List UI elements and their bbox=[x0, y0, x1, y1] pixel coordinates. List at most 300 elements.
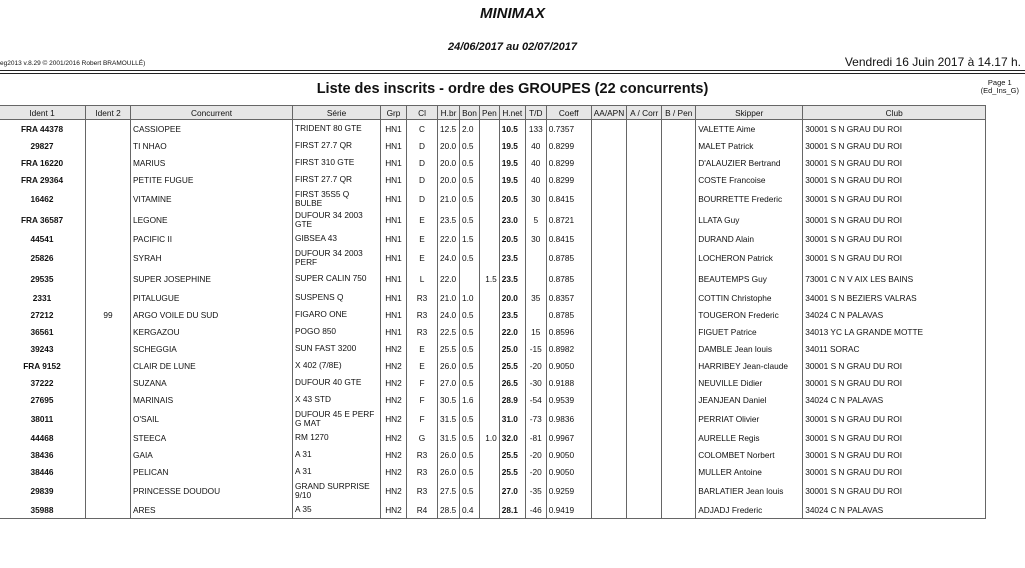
cell-td: -81 bbox=[525, 429, 546, 446]
cell-acorr bbox=[627, 137, 662, 154]
column-header-coeff: Coeff bbox=[546, 106, 591, 120]
cell-grp: HN1 bbox=[381, 137, 407, 154]
cell-skipper: VALETTE Aime bbox=[696, 120, 803, 138]
cell-club: 30001 S N GRAU DU ROI bbox=[803, 209, 986, 230]
cell-coeff: 0.8785 bbox=[546, 247, 591, 268]
cell-grp: HN1 bbox=[381, 171, 407, 188]
cell-serie: FIRST 27.7 QR bbox=[293, 137, 381, 154]
cell-pen bbox=[480, 323, 500, 340]
cell-serie: RM 1270 bbox=[293, 429, 381, 446]
column-header-skipper: Skipper bbox=[696, 106, 803, 120]
column-header-ident1: Ident 1 bbox=[0, 106, 86, 120]
cell-ident2 bbox=[86, 247, 131, 268]
cell-hbr: 20.0 bbox=[438, 154, 460, 171]
cell-ident1: FRA 36587 bbox=[0, 209, 86, 230]
cell-ident2 bbox=[86, 374, 131, 391]
cell-aaapn bbox=[591, 408, 626, 429]
cell-pen: 1.0 bbox=[480, 429, 500, 446]
cell-hnet: 23.5 bbox=[499, 247, 525, 268]
table-row bbox=[0, 501, 986, 519]
cell-acorr bbox=[627, 323, 662, 340]
cell-bpen bbox=[662, 408, 696, 429]
cell-ident1: 29839 bbox=[0, 480, 86, 501]
cell-coeff: 0.8721 bbox=[546, 209, 591, 230]
cell-ident1: 44468 bbox=[0, 429, 86, 446]
cell-club: 30001 S N GRAU DU ROI bbox=[803, 429, 986, 446]
cell-bon: 0.5 bbox=[460, 429, 480, 446]
cell-grp: HN2 bbox=[381, 391, 407, 408]
cell-serie: FIGARO ONE bbox=[293, 306, 381, 323]
page-number: Page 1 bbox=[987, 78, 1012, 87]
cell-cl: D bbox=[407, 188, 438, 209]
cell-bpen bbox=[662, 374, 696, 391]
cell-hnet: 19.5 bbox=[499, 154, 525, 171]
cell-bon: 0.4 bbox=[460, 501, 480, 519]
cell-coeff: 0.8299 bbox=[546, 171, 591, 188]
cell-bpen bbox=[662, 137, 696, 154]
cell-pen bbox=[480, 188, 500, 209]
table-row bbox=[0, 209, 986, 230]
cell-skipper: AURELLE Regis bbox=[696, 429, 803, 446]
column-header-aaapn: AA/APN bbox=[591, 106, 626, 120]
cell-ident2 bbox=[86, 268, 131, 289]
cell-skipper: LOCHERON Patrick bbox=[696, 247, 803, 268]
cell-hbr: 26.0 bbox=[438, 357, 460, 374]
cell-hbr: 22.0 bbox=[438, 268, 460, 289]
cell-concurrent: PRINCESSE DOUDOU bbox=[131, 480, 293, 501]
table-row bbox=[0, 429, 986, 446]
cell-hnet: 20.5 bbox=[499, 230, 525, 247]
cell-skipper: ADJADJ Frederic bbox=[696, 501, 803, 519]
cell-hnet: 23.0 bbox=[499, 209, 525, 230]
cell-skipper: MALET Patrick bbox=[696, 137, 803, 154]
cell-serie: TRIDENT 80 GTE bbox=[293, 120, 381, 138]
cell-club: 73001 C N V AIX LES BAINS bbox=[803, 268, 986, 289]
cell-acorr bbox=[627, 463, 662, 480]
cell-hbr: 22.5 bbox=[438, 323, 460, 340]
cell-td: -20 bbox=[525, 463, 546, 480]
cell-bpen bbox=[662, 340, 696, 357]
cell-coeff: 0.9836 bbox=[546, 408, 591, 429]
cell-coeff: 0.8415 bbox=[546, 188, 591, 209]
table-row bbox=[0, 268, 986, 289]
cell-bon: 0.5 bbox=[460, 323, 480, 340]
column-header-cl: Cl bbox=[407, 106, 438, 120]
cell-pen bbox=[480, 120, 500, 138]
cell-grp: HN1 bbox=[381, 306, 407, 323]
cell-bon: 0.5 bbox=[460, 247, 480, 268]
cell-td bbox=[525, 306, 546, 323]
cell-serie: GRAND SURPRISE 9/10 bbox=[293, 480, 381, 501]
cell-td bbox=[525, 247, 546, 268]
cell-pen bbox=[480, 374, 500, 391]
table-row bbox=[0, 247, 986, 268]
cell-hnet: 25.5 bbox=[499, 357, 525, 374]
cell-pen bbox=[480, 137, 500, 154]
cell-skipper: FIGUET Patrice bbox=[696, 323, 803, 340]
cell-bpen bbox=[662, 171, 696, 188]
cell-ident2 bbox=[86, 357, 131, 374]
cell-bon: 0.5 bbox=[460, 357, 480, 374]
cell-hbr: 26.0 bbox=[438, 463, 460, 480]
cell-concurrent: MARIUS bbox=[131, 154, 293, 171]
cell-concurrent: CASSIOPEE bbox=[131, 120, 293, 138]
cell-cl: D bbox=[407, 137, 438, 154]
cell-hbr: 24.0 bbox=[438, 306, 460, 323]
cell-hbr: 21.0 bbox=[438, 188, 460, 209]
table-row bbox=[0, 408, 986, 429]
cell-hnet: 31.0 bbox=[499, 408, 525, 429]
cell-grp: HN1 bbox=[381, 247, 407, 268]
cell-bon: 0.5 bbox=[460, 209, 480, 230]
cell-hnet: 22.0 bbox=[499, 323, 525, 340]
cell-bpen bbox=[662, 429, 696, 446]
cell-ident2 bbox=[86, 323, 131, 340]
cell-cl: R3 bbox=[407, 446, 438, 463]
cell-hbr: 27.0 bbox=[438, 374, 460, 391]
cell-aaapn bbox=[591, 446, 626, 463]
cell-td: 30 bbox=[525, 230, 546, 247]
cell-aaapn bbox=[591, 289, 626, 306]
cell-club: 30001 S N GRAU DU ROI bbox=[803, 137, 986, 154]
cell-cl: E bbox=[407, 357, 438, 374]
cell-aaapn bbox=[591, 268, 626, 289]
cell-acorr bbox=[627, 289, 662, 306]
cell-coeff: 0.7357 bbox=[546, 120, 591, 138]
cell-bpen bbox=[662, 446, 696, 463]
cell-ident2 bbox=[86, 230, 131, 247]
column-header-concurrent: Concurrent bbox=[131, 106, 293, 120]
cell-pen bbox=[480, 340, 500, 357]
cell-hbr: 20.0 bbox=[438, 171, 460, 188]
cell-coeff: 0.8299 bbox=[546, 154, 591, 171]
cell-bon: 1.0 bbox=[460, 289, 480, 306]
cell-serie: POGO 850 bbox=[293, 323, 381, 340]
cell-club: 30001 S N GRAU DU ROI bbox=[803, 408, 986, 429]
cell-hbr: 24.0 bbox=[438, 247, 460, 268]
header-rule-2 bbox=[0, 73, 1025, 74]
table-row bbox=[0, 446, 986, 463]
cell-td bbox=[525, 268, 546, 289]
cell-club: 30001 S N GRAU DU ROI bbox=[803, 480, 986, 501]
cell-bpen bbox=[662, 306, 696, 323]
cell-serie: SUN FAST 3200 bbox=[293, 340, 381, 357]
cell-skipper: PERRIAT Olivier bbox=[696, 408, 803, 429]
cell-serie: A 31 bbox=[293, 446, 381, 463]
cell-grp: HN2 bbox=[381, 357, 407, 374]
cell-concurrent: ARES bbox=[131, 501, 293, 519]
cell-club: 34011 SORAC bbox=[803, 340, 986, 357]
cell-ident2 bbox=[86, 446, 131, 463]
cell-acorr bbox=[627, 120, 662, 138]
cell-coeff: 0.9188 bbox=[546, 374, 591, 391]
cell-concurrent: CLAIR DE LUNE bbox=[131, 357, 293, 374]
cell-coeff: 0.8415 bbox=[546, 230, 591, 247]
column-header-serie: Série bbox=[293, 106, 381, 120]
cell-ident1: FRA 29364 bbox=[0, 171, 86, 188]
cell-acorr bbox=[627, 188, 662, 209]
cell-coeff: 0.9259 bbox=[546, 480, 591, 501]
cell-grp: HN1 bbox=[381, 323, 407, 340]
cell-ident2 bbox=[86, 120, 131, 138]
cell-coeff: 0.9050 bbox=[546, 446, 591, 463]
cell-concurrent: O'SAIL bbox=[131, 408, 293, 429]
cell-pen bbox=[480, 171, 500, 188]
cell-hbr: 26.0 bbox=[438, 446, 460, 463]
cell-concurrent: LEGONE bbox=[131, 209, 293, 230]
cell-club: 30001 S N GRAU DU ROI bbox=[803, 446, 986, 463]
column-header-pen: Pen bbox=[480, 106, 500, 120]
cell-pen bbox=[480, 408, 500, 429]
cell-cl: R3 bbox=[407, 289, 438, 306]
column-header-hnet: H.net bbox=[499, 106, 525, 120]
cell-aaapn bbox=[591, 357, 626, 374]
cell-aaapn bbox=[591, 209, 626, 230]
cell-club: 30001 S N GRAU DU ROI bbox=[803, 171, 986, 188]
cell-cl: E bbox=[407, 340, 438, 357]
cell-bon: 0.5 bbox=[460, 137, 480, 154]
cell-aaapn bbox=[591, 463, 626, 480]
cell-acorr bbox=[627, 268, 662, 289]
cell-hbr: 31.5 bbox=[438, 408, 460, 429]
cell-concurrent: KERGAZOU bbox=[131, 323, 293, 340]
cell-hnet: 28.9 bbox=[499, 391, 525, 408]
cell-club: 30001 S N GRAU DU ROI bbox=[803, 374, 986, 391]
column-header-td: T/D bbox=[525, 106, 546, 120]
cell-td: 40 bbox=[525, 171, 546, 188]
cell-concurrent: PELICAN bbox=[131, 463, 293, 480]
cell-ident1: 44541 bbox=[0, 230, 86, 247]
cell-coeff: 0.8596 bbox=[546, 323, 591, 340]
table-row bbox=[0, 120, 986, 138]
cell-pen bbox=[480, 463, 500, 480]
cell-club: 30001 S N GRAU DU ROI bbox=[803, 230, 986, 247]
cell-coeff: 0.8299 bbox=[546, 137, 591, 154]
cell-ident2 bbox=[86, 408, 131, 429]
cell-concurrent: ARGO VOILE DU SUD bbox=[131, 306, 293, 323]
cell-ident2 bbox=[86, 188, 131, 209]
cell-acorr bbox=[627, 480, 662, 501]
cell-bpen bbox=[662, 357, 696, 374]
cell-concurrent: SUPER JOSEPHINE bbox=[131, 268, 293, 289]
cell-bon: 0.5 bbox=[460, 408, 480, 429]
cell-cl: R4 bbox=[407, 501, 438, 519]
cell-cl: R3 bbox=[407, 463, 438, 480]
column-header-hbr: H.br bbox=[438, 106, 460, 120]
cell-acorr bbox=[627, 374, 662, 391]
cell-pen bbox=[480, 230, 500, 247]
cell-cl: R3 bbox=[407, 480, 438, 501]
cell-serie: FIRST 310 GTE bbox=[293, 154, 381, 171]
cell-ident1: FRA 16220 bbox=[0, 154, 86, 171]
cell-skipper: LLATA Guy bbox=[696, 209, 803, 230]
cell-bon: 0.5 bbox=[460, 446, 480, 463]
column-header-bon: Bon bbox=[460, 106, 480, 120]
cell-pen bbox=[480, 154, 500, 171]
table-row bbox=[0, 137, 986, 154]
cell-bon: 0.5 bbox=[460, 154, 480, 171]
cell-ident1: 37222 bbox=[0, 374, 86, 391]
cell-bon bbox=[460, 268, 480, 289]
cell-ident1: 38436 bbox=[0, 446, 86, 463]
cell-hbr: 22.0 bbox=[438, 230, 460, 247]
cell-ident1: FRA 9152 bbox=[0, 357, 86, 374]
cell-td: 35 bbox=[525, 289, 546, 306]
cell-ident1: 25826 bbox=[0, 247, 86, 268]
cell-hbr: 27.5 bbox=[438, 480, 460, 501]
cell-concurrent: GAIA bbox=[131, 446, 293, 463]
cell-ident1: 29827 bbox=[0, 137, 86, 154]
list-title: Liste des inscrits - ordre des GROUPES (22 concurrents) bbox=[316, 81, 709, 97]
table-row bbox=[0, 340, 986, 357]
cell-ident1: 29535 bbox=[0, 268, 86, 289]
cell-skipper: DURAND Alain bbox=[696, 230, 803, 247]
cell-aaapn bbox=[591, 501, 626, 519]
cell-hnet: 20.5 bbox=[499, 188, 525, 209]
cell-hbr: 31.5 bbox=[438, 429, 460, 446]
cell-bpen bbox=[662, 480, 696, 501]
cell-acorr bbox=[627, 501, 662, 519]
cell-club: 34001 S N BEZIERS VALRAS bbox=[803, 289, 986, 306]
cell-ident1: FRA 44378 bbox=[0, 120, 86, 138]
cell-aaapn bbox=[591, 374, 626, 391]
cell-serie: FIRST 35S5 Q BULBE bbox=[293, 188, 381, 209]
cell-acorr bbox=[627, 429, 662, 446]
cell-ident2 bbox=[86, 154, 131, 171]
cell-serie: DUFOUR 34 2003 PERF bbox=[293, 247, 381, 268]
table-row bbox=[0, 230, 986, 247]
cell-bon: 0.5 bbox=[460, 171, 480, 188]
event-dates: 24/06/2017 au 02/07/2017 bbox=[447, 41, 578, 53]
cell-skipper: DAMBLE Jean louis bbox=[696, 340, 803, 357]
cell-acorr bbox=[627, 340, 662, 357]
cell-cl: F bbox=[407, 408, 438, 429]
cell-ident1: 38446 bbox=[0, 463, 86, 480]
cell-pen bbox=[480, 446, 500, 463]
cell-ident1: 35988 bbox=[0, 501, 86, 519]
column-header-acorr: A / Corr bbox=[627, 106, 662, 120]
cell-concurrent: MARINAIS bbox=[131, 391, 293, 408]
cell-hnet: 20.0 bbox=[499, 289, 525, 306]
cell-cl: R3 bbox=[407, 323, 438, 340]
cell-serie: A 31 bbox=[293, 463, 381, 480]
cell-serie: SUPER CALIN 750 bbox=[293, 268, 381, 289]
cell-club: 30001 S N GRAU DU ROI bbox=[803, 463, 986, 480]
cell-aaapn bbox=[591, 323, 626, 340]
cell-ident2: 99 bbox=[86, 306, 131, 323]
cell-concurrent: PACIFIC II bbox=[131, 230, 293, 247]
table-row bbox=[0, 154, 986, 171]
table-header-row bbox=[0, 106, 986, 120]
cell-coeff: 0.9050 bbox=[546, 463, 591, 480]
cell-hbr: 30.5 bbox=[438, 391, 460, 408]
cell-td: 40 bbox=[525, 137, 546, 154]
table-row bbox=[0, 463, 986, 480]
cell-bpen bbox=[662, 391, 696, 408]
cell-cl: E bbox=[407, 247, 438, 268]
cell-acorr bbox=[627, 306, 662, 323]
cell-skipper: COSTE Francoise bbox=[696, 171, 803, 188]
cell-concurrent: PITALUGUE bbox=[131, 289, 293, 306]
table-body bbox=[0, 120, 986, 519]
cell-grp: HN1 bbox=[381, 230, 407, 247]
cell-skipper: HARRIBEY Jean-claude bbox=[696, 357, 803, 374]
cell-serie: X 43 STD bbox=[293, 391, 381, 408]
cell-skipper: BARLATIER Jean louis bbox=[696, 480, 803, 501]
cell-ident1: 36561 bbox=[0, 323, 86, 340]
cell-bon: 0.5 bbox=[460, 480, 480, 501]
cell-cl: D bbox=[407, 154, 438, 171]
page-info bbox=[981, 79, 1019, 95]
cell-pen bbox=[480, 289, 500, 306]
cell-concurrent: TI NHAO bbox=[131, 137, 293, 154]
cell-grp: HN2 bbox=[381, 446, 407, 463]
cell-aaapn bbox=[591, 137, 626, 154]
cell-td: 5 bbox=[525, 209, 546, 230]
cell-concurrent: VITAMINE bbox=[131, 188, 293, 209]
cell-skipper: D'ALAUZIER Bertrand bbox=[696, 154, 803, 171]
cell-aaapn bbox=[591, 120, 626, 138]
cell-aaapn bbox=[591, 247, 626, 268]
cell-bpen bbox=[662, 289, 696, 306]
cell-grp: HN1 bbox=[381, 268, 407, 289]
table-row bbox=[0, 306, 986, 323]
cell-td: -73 bbox=[525, 408, 546, 429]
cell-coeff: 0.9419 bbox=[546, 501, 591, 519]
cell-aaapn bbox=[591, 188, 626, 209]
cell-pen: 1.5 bbox=[480, 268, 500, 289]
cell-skipper: NEUVILLE Didier bbox=[696, 374, 803, 391]
cell-skipper: BOURRETTE Frederic bbox=[696, 188, 803, 209]
table-row bbox=[0, 480, 986, 501]
cell-skipper: JEANJEAN Daniel bbox=[696, 391, 803, 408]
cell-ident2 bbox=[86, 340, 131, 357]
cell-coeff: 0.8785 bbox=[546, 306, 591, 323]
cell-pen bbox=[480, 306, 500, 323]
cell-hnet: 23.5 bbox=[499, 268, 525, 289]
table-row bbox=[0, 171, 986, 188]
cell-grp: HN2 bbox=[381, 501, 407, 519]
cell-cl: L bbox=[407, 268, 438, 289]
cell-cl: C bbox=[407, 120, 438, 138]
cell-aaapn bbox=[591, 340, 626, 357]
cell-ident2 bbox=[86, 429, 131, 446]
cell-hnet: 10.5 bbox=[499, 120, 525, 138]
cell-pen bbox=[480, 501, 500, 519]
cell-ident2 bbox=[86, 480, 131, 501]
cell-bon: 0.5 bbox=[460, 340, 480, 357]
cell-club: 34024 C N PALAVAS bbox=[803, 391, 986, 408]
cell-club: 30001 S N GRAU DU ROI bbox=[803, 188, 986, 209]
table-row bbox=[0, 357, 986, 374]
cell-bpen bbox=[662, 501, 696, 519]
cell-concurrent: STEECA bbox=[131, 429, 293, 446]
cell-concurrent: SUZANA bbox=[131, 374, 293, 391]
cell-hbr: 20.0 bbox=[438, 137, 460, 154]
cell-coeff: 0.9539 bbox=[546, 391, 591, 408]
cell-aaapn bbox=[591, 391, 626, 408]
cell-grp: HN2 bbox=[381, 463, 407, 480]
cell-pen bbox=[480, 247, 500, 268]
cell-td: -35 bbox=[525, 480, 546, 501]
cell-grp: HN2 bbox=[381, 408, 407, 429]
cell-ident2 bbox=[86, 137, 131, 154]
cell-skipper: TOUGERON Frederic bbox=[696, 306, 803, 323]
cell-serie: DUFOUR 45 E PERF G MAT bbox=[293, 408, 381, 429]
cell-ident2 bbox=[86, 391, 131, 408]
cell-hnet: 23.5 bbox=[499, 306, 525, 323]
cell-td: -20 bbox=[525, 357, 546, 374]
